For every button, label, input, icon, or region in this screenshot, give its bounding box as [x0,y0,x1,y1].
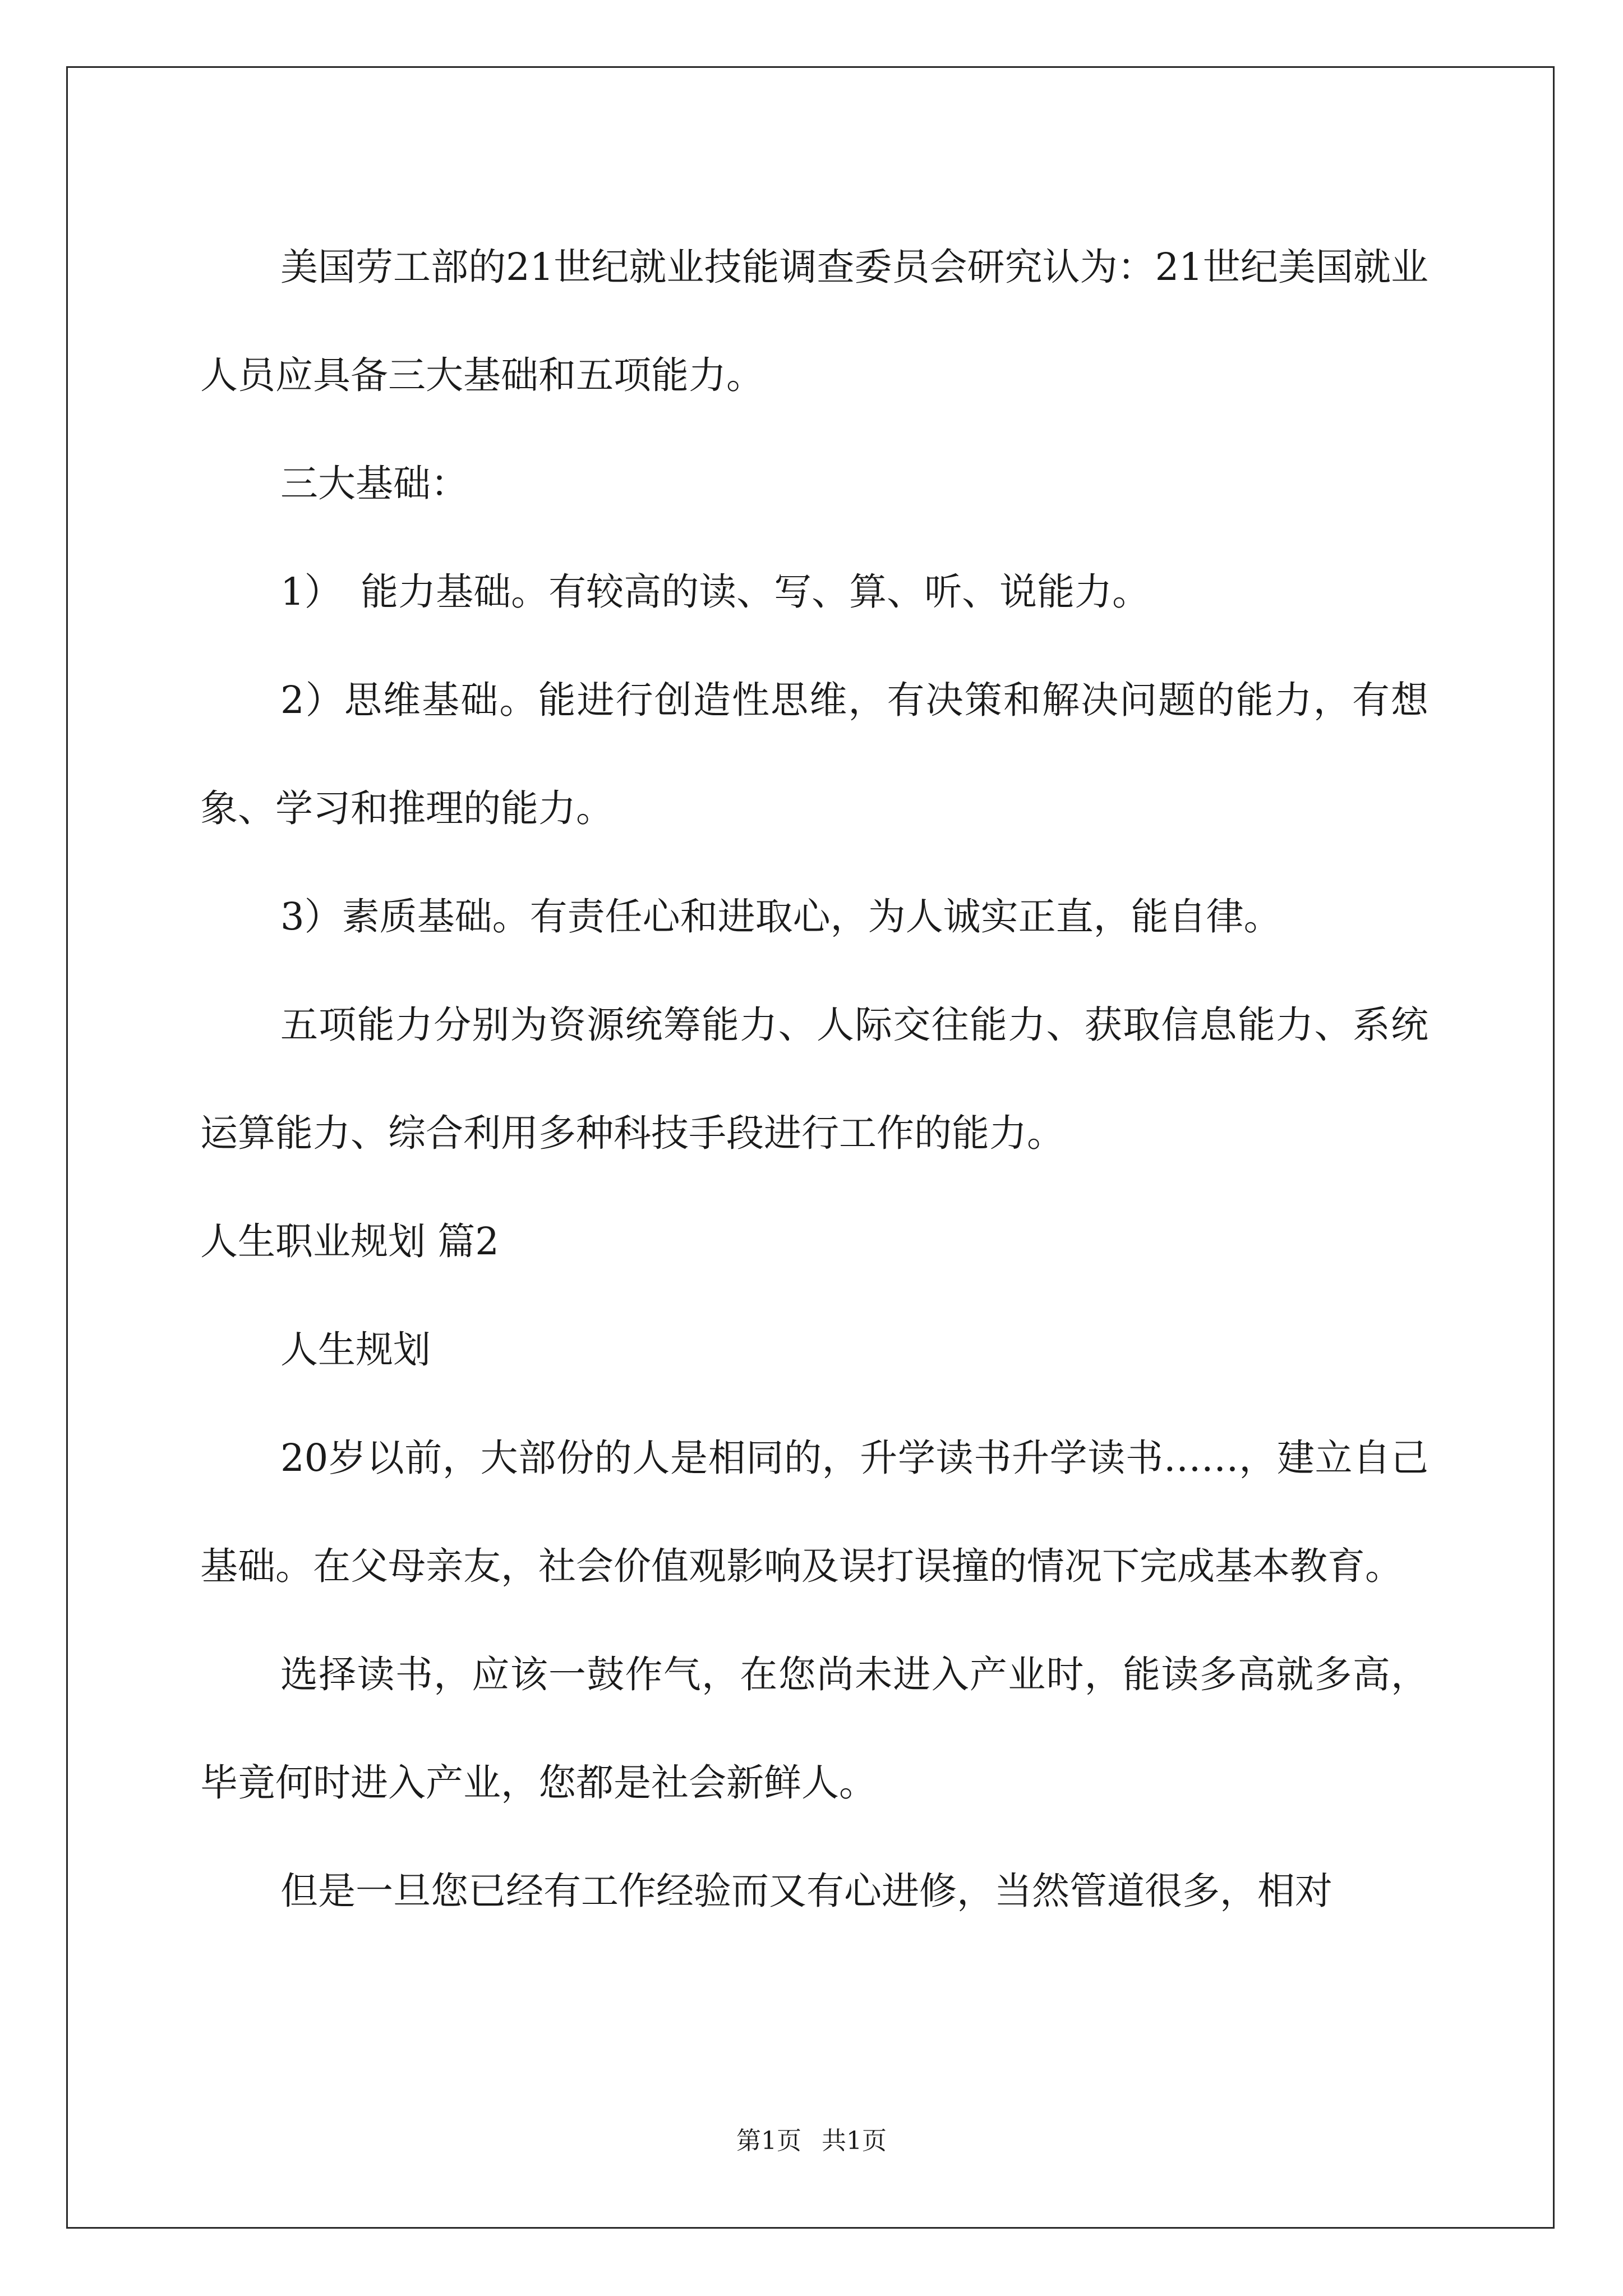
section-heading: 人生职业规划 篇2 [200,1220,499,1263]
paragraph-1: 美国劳工部的21世纪就业技能调查委员会研究认为：21世纪美国就业人员应具备三大基础和五项能力。 [200,245,1428,397]
document-body [200,213,1428,1945]
paragraph-8: 20岁以前，大部份的人是相同的，升学读书升学读书……，建立自己基础。在父母亲友，社会价值观影响及误打误撞的情况下完成基本教育。 [200,1436,1428,1588]
paragraph-3: 1） 能力基础。有较高的读、写、算、听、说能力。 [280,570,1150,614]
page-number-total: 共1页 [822,2127,887,2155]
paragraph-9: 选择读书，应该一鼓作气，在您尚未进入产业时，能读多高就多高，毕竟何时进入产业，您都是社会新鲜人。 [200,1653,1428,1805]
paragraph-7: 人生规划 [280,1328,431,1372]
paragraph-2: 三大基础： [280,462,468,505]
paragraph-6: 五项能力分别为资源统筹能力、人际交往能力、获取信息能力、系统运算能力、综合利用多种科技手段进行工作的能力。 [200,1003,1428,1155]
paragraph-4: 2）思维基础。能进行创造性思维，有决策和解决问题的能力，有想象、学习和推理的能力。 [200,678,1428,830]
page-number-current: 第1页 [736,2127,801,2155]
paragraph-10: 但是一旦您已经有工作经验而又有心进修，当然管道很多，相对 [280,1869,1332,1913]
page-footer [0,2120,1623,2156]
paragraph-5: 3）素质基础。有责任心和进取心，为人诚实正直，能自律。 [280,895,1281,938]
